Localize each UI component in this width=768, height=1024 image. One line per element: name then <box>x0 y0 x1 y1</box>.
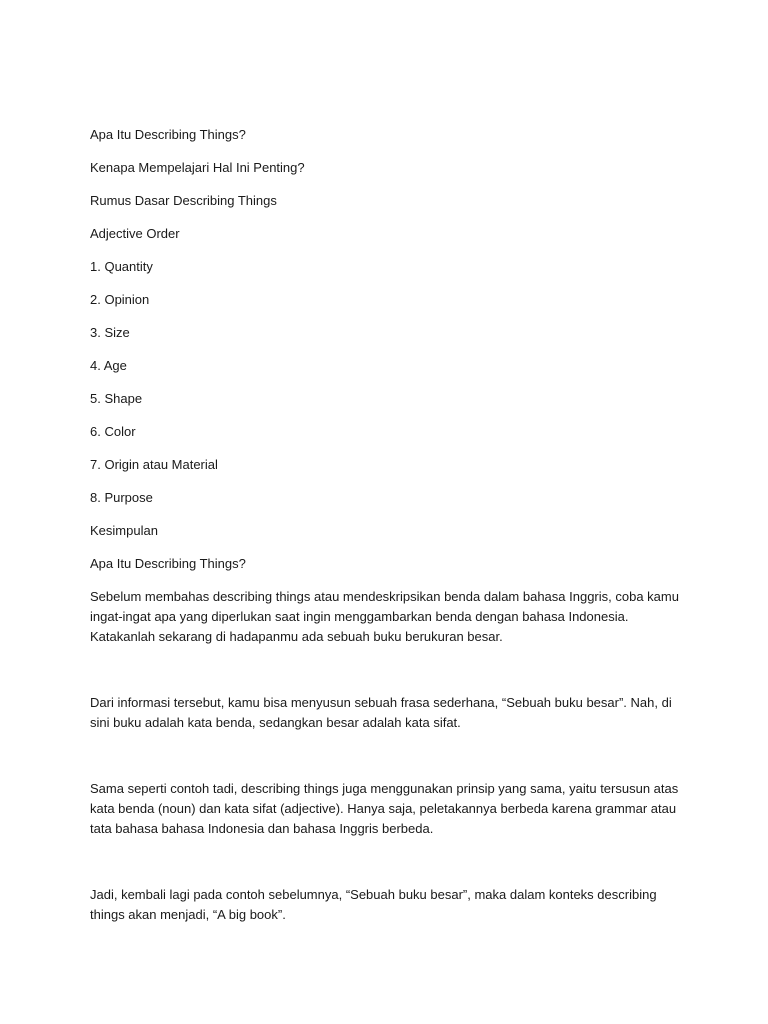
toc-item: 6. Color <box>90 424 136 439</box>
toc-item: 7. Origin atau Material <box>90 457 218 472</box>
toc-item: 2. Opinion <box>90 292 150 307</box>
toc-item: Adjective Order <box>90 226 180 241</box>
toc-item: 4. Age <box>90 358 127 373</box>
toc-item: 1. Quantity <box>90 259 153 274</box>
table-of-contents <box>90 125 690 541</box>
body-paragraph: Dari informasi tersebut, kamu bisa menyusun sebuah frasa sederhana, “Sebuah buku besar”. Nah, di sini buku adalah kata benda, sedangkan besar adalah kata sifat. <box>90 695 672 730</box>
toc-item: Kesimpulan <box>90 523 158 538</box>
toc-item: 3. Size <box>90 325 130 340</box>
toc-item: 8. Purpose <box>90 490 153 505</box>
body-paragraph: Sebelum membahas describing things atau mendeskripsikan benda dalam bahasa Inggris, coba kamu ingat-ingat apa yang diperlukan saat ingin menggambarkan benda dengan bahasa Indonesia. Katakanlah sekarang di hadapanmu ada sebuah buku berukuran besar. <box>90 589 679 644</box>
body-paragraph: Sama seperti contoh tadi, describing things juga menggunakan prinsip yang sama, yaitu tersusun atas kata benda (noun) dan kata sifat (adjective). Hanya saja, peletakannya berbeda karena grammar atau tata bahasa bahasa Indonesia dan bahasa Inggris berbeda. <box>90 781 679 836</box>
body-paragraph: Jadi, kembali lagi pada contoh sebelumnya, “Sebuah buku besar”, maka dalam konteks describing things akan menjadi, “A big book”. <box>90 887 657 922</box>
toc-item: 5. Shape <box>90 391 143 406</box>
section-heading: Apa Itu Describing Things? <box>90 556 246 571</box>
document-page <box>90 125 690 938</box>
toc-item: Apa Itu Describing Things? <box>90 127 246 142</box>
toc-item: Rumus Dasar Describing Things <box>90 193 277 208</box>
toc-item: Kenapa Mempelajari Hal Ini Penting? <box>90 160 305 175</box>
